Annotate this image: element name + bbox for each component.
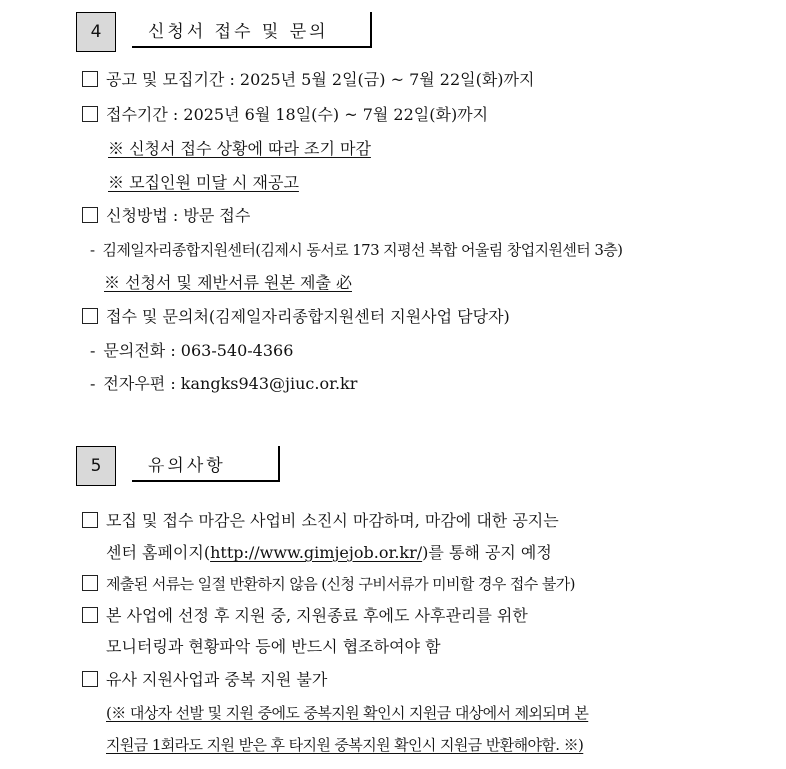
follow-up-item-continued: 모니터링과 현황파악 등에 반드시 협조하여야 함 bbox=[106, 637, 441, 656]
notice-period-item: 공고 및 모집기간 : 2025년 5월 2일(금) ~ 7월 22일(화)까지 bbox=[82, 69, 534, 91]
checkbox-icon bbox=[82, 106, 98, 122]
follow-up-item: 본 사업에 선정 후 지원 중, 지원종료 후에도 사후관리를 위한 bbox=[82, 605, 528, 627]
checkbox-icon bbox=[82, 512, 98, 528]
deadline-notice-item: 모집 및 접수 마감은 사업비 소진시 마감하며, 마감에 대한 공지는 bbox=[82, 510, 559, 532]
original-documents-note: ※ 선청서 및 제반서류 원본 제출 必 bbox=[104, 273, 352, 292]
homepage-link[interactable]: http://www.gimjejob.or.kr/ bbox=[210, 543, 423, 562]
checkbox-icon bbox=[82, 575, 98, 591]
homepage-notice-line: 센터 홈페이지(http://www.gimjejob.or.kr/)를 통해 공지 예정 bbox=[106, 543, 552, 562]
documents-not-returned-item: 제출된 서류는 일절 반환하지 않음 (신청 구비서류가 미비할 경우 접수 불가) bbox=[82, 573, 575, 595]
section-number-box: 5 bbox=[76, 446, 116, 486]
duplicate-support-note-1: (※ 대상자 선발 및 지원 중에도 중복지원 확인시 지원금 대상에서 제외되며 본 bbox=[106, 704, 589, 722]
application-method-item: 신청방법 : 방문 접수 bbox=[82, 205, 250, 227]
phone-item: - 문의전화 : 063-540-4366 bbox=[90, 341, 294, 360]
duplicate-support-note-2: 지원금 1회라도 지원 받은 후 타지원 중복지원 확인시 지원금 반환해야함. ※) bbox=[106, 736, 584, 754]
application-period-item: 접수기간 : 2025년 6월 18일(수) ~ 7월 22일(화)까지 bbox=[82, 104, 488, 126]
early-close-note: ※ 신청서 접수 상황에 따라 조기 마감 bbox=[108, 139, 371, 158]
checkbox-icon bbox=[82, 71, 98, 87]
reannouncement-note: ※ 모집인원 미달 시 재공고 bbox=[108, 173, 299, 192]
section-number-box: 4 bbox=[76, 12, 116, 52]
contact-item: 접수 및 문의처(김제일자리종합지원센터 지원사업 담당자) bbox=[82, 306, 510, 328]
checkbox-icon bbox=[82, 671, 98, 687]
checkbox-icon bbox=[82, 207, 98, 223]
checkbox-icon bbox=[82, 607, 98, 623]
duplicate-support-item: 유사 지원사업과 중복 지원 불가 bbox=[82, 669, 327, 691]
checkbox-icon bbox=[82, 308, 98, 324]
email-item: - 전자우편 : kangks943@jiuc.or.kr bbox=[90, 374, 358, 393]
center-address-item: - 김제일자리종합지원센터(김제시 동서로 173 지평선 복합 어울림 창업지원센터 3층) bbox=[90, 241, 623, 259]
section-title: 유의사항 bbox=[132, 446, 280, 482]
section-title: 신청서 접수 및 문의 bbox=[132, 12, 372, 48]
